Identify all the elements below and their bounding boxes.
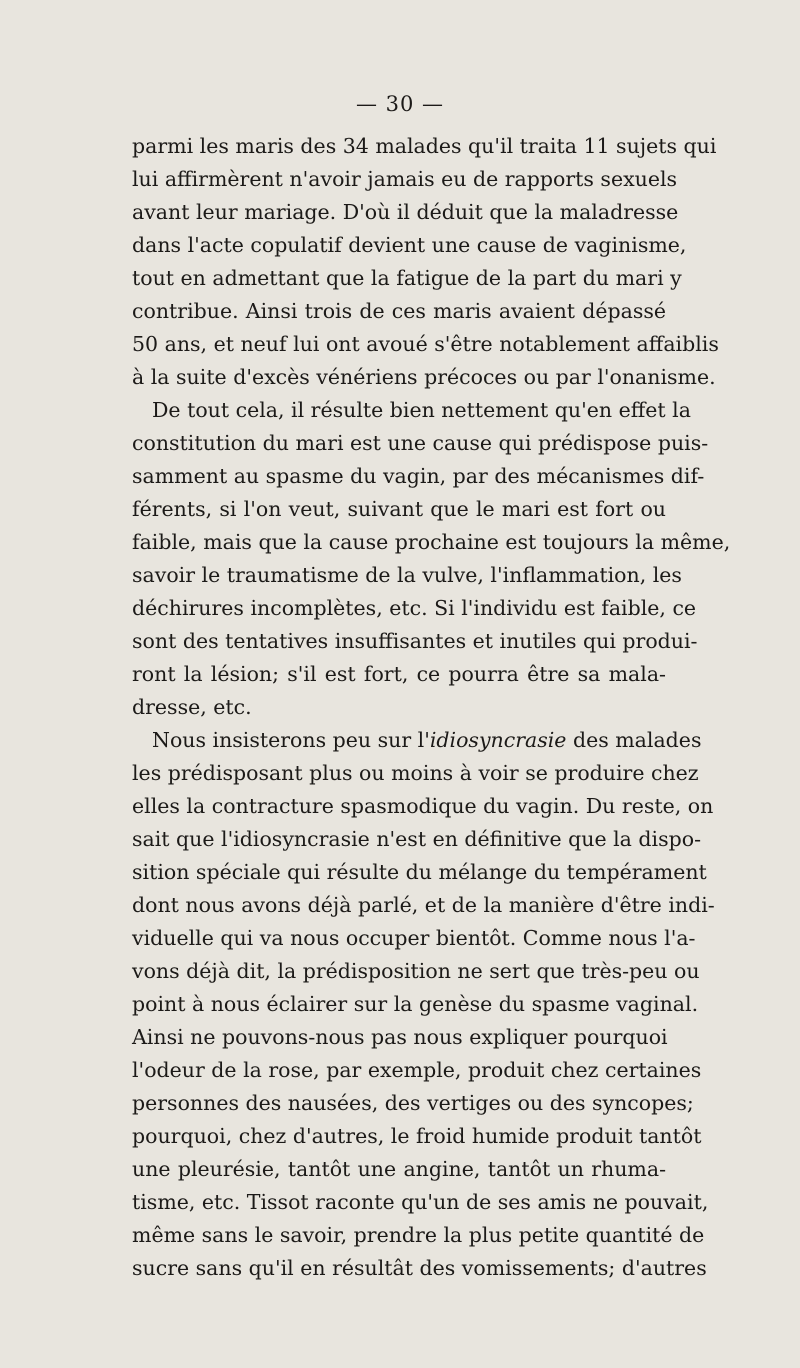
text-line: Ainsi ne pouvons-nous pas nous expliquer pourquoi	[132, 1025, 668, 1049]
text-line: l'odeur de la rose, par exemple, produit chez certaines	[132, 1058, 702, 1082]
text-line: ront la lésion; s'il est fort, ce pourra être sa mala-	[132, 662, 666, 686]
text-line: samment au spasme du vagin, par des mécanismes dif-	[132, 464, 705, 488]
text-line: dont nous avons déjà parlé, et de la manière d'être indi-	[132, 893, 715, 917]
text-fragment: Nous insisterons peu sur l'	[152, 728, 430, 752]
text-line: pourquoi, chez d'autres, le froid humide produit tantôt	[132, 1124, 702, 1148]
body-text	[132, 130, 731, 1285]
text-line: 50 ans, et neuf lui ont avoué s'être notablement affaiblis	[132, 332, 719, 356]
text-line: contribue. Ainsi trois de ces maris avaient dépassé	[132, 299, 666, 323]
text-line: personnes des nausées, des vertiges ou des syncopes;	[132, 1091, 694, 1115]
text-line: sucre sans qu'il en résultât des vomissements; d'autres	[132, 1256, 707, 1280]
text-line: férents, si l'on veut, suivant que le mari est fort ou	[132, 497, 666, 521]
text-line: sont des tentatives insuffisantes et inutiles qui produi-	[132, 629, 698, 653]
text-line: dresse, etc.	[132, 695, 252, 719]
text-line: parmi les maris des 34 malades qu'il traita 11 sujets qui	[132, 134, 717, 158]
text-line: sition spéciale qui résulte du mélange du tempérament	[132, 860, 707, 884]
text-line: sait que l'idiosyncrasie n'est en définitive que la dispo-	[132, 827, 701, 851]
text-line: savoir le traumatisme de la vulve, l'inflammation, les	[132, 563, 682, 587]
text-line: à la suite d'excès vénériens précoces ou par l'onanisme.	[132, 365, 716, 389]
text-line: tisme, etc. Tissot raconte qu'un de ses amis ne pouvait,	[132, 1190, 709, 1214]
text-line: lui affirmèrent n'avoir jamais eu de rapports sexuels	[132, 167, 678, 191]
text-line: viduelle qui va nous occuper bientôt. Comme nous l'a-	[132, 926, 696, 950]
text-line: vons déjà dit, la prédisposition ne sert que très-peu ou	[132, 959, 700, 983]
text-line: déchirures incomplètes, etc. Si l'individu est faible, ce	[132, 596, 697, 620]
text-line: tout en admettant que la fatigue de la part du mari y	[132, 266, 682, 290]
text-line: constitution du mari est une cause qui prédispose puis-	[132, 431, 709, 455]
text-line: avant leur mariage. D'où il déduit que la maladresse	[132, 200, 679, 224]
italic-term: idiosyncrasie	[429, 728, 567, 752]
text-line: point à nous éclairer sur la genèse du spasme vaginal.	[132, 992, 699, 1016]
text-line: De tout cela, il résulte bien nettement qu'en effet la	[152, 398, 691, 422]
text-line: même sans le savoir, prendre la plus petite quantité de	[132, 1223, 705, 1247]
text-line: elles la contracture spasmodique du vagin. Du reste, on	[132, 794, 714, 818]
text-line: une pleurésie, tantôt une angine, tantôt un rhuma-	[132, 1157, 666, 1181]
text-line-emphasis	[132, 724, 702, 757]
text-fragment: des malades	[566, 728, 702, 752]
text-line: faible, mais que la cause prochaine est toujours la même,	[132, 530, 731, 554]
text-line: les prédisposant plus ou moins à voir se produire chez	[132, 761, 699, 785]
text-line: dans l'acte copulatif devient une cause de vaginisme,	[132, 233, 687, 257]
page-number: — 30 —	[355, 92, 445, 116]
